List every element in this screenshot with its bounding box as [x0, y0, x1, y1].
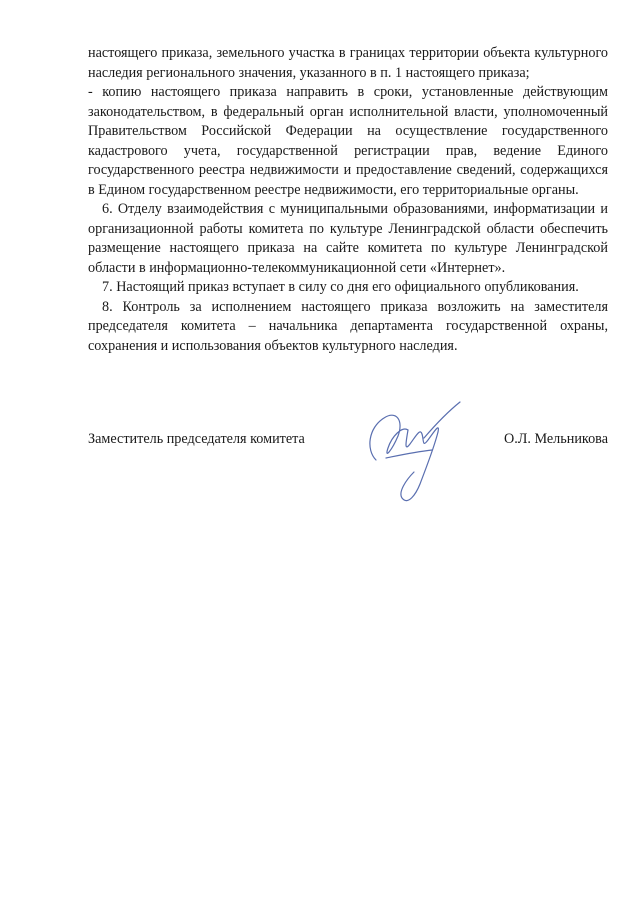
handwritten-signature — [362, 398, 472, 510]
signatory-name: О.Л. Мельникова — [503, 431, 608, 447]
paragraph-item-8: 8. Контроль за исполнением настоящего приказа возложить на заместителя председателя комитета – начальника департамента государственной охраны, сохранения и использования объектов культурного наследия. — [88, 298, 608, 354]
document-body — [88, 44, 608, 356]
signatory-title: Заместитель председателя комитета — [88, 431, 305, 447]
paragraph-item-6: 6. Отделу взаимодействия с муниципальными образованиями, информатизации и организационной работы комитета по культуре Ленинградской области обеспечить размещение настоящего приказа на сайте комитета по культуре Ленинградской области в информационно-телекоммуникационной сети «Интернет». — [88, 201, 608, 276]
signature-stroke — [424, 402, 460, 438]
signature-stroke — [406, 428, 438, 447]
signature-stroke — [386, 450, 432, 458]
signature-stroke — [370, 415, 408, 460]
paragraph-item-7: 7. Настоящий приказ вступает в силу со дня его официального опубликования. — [102, 279, 579, 295]
paragraph-send-copy: - копию настоящего приказа направить в сроки, установленные действующим законодательством, в федеральный орган исполнительной власти, уполномоченный Правительством Российской Федерации на осуществление государственного кадастрового учета, государственной регистрации прав, ведение Единого государственного реестра недвижимости и предоставление сведений, содержащихся в Едином государственном реестре недвижимости, его территориальные органы. — [88, 84, 608, 198]
signature-block — [88, 431, 608, 455]
paragraph-continuation: настоящего приказа, земельного участка в границах территории объекта культурного наследия регионального значения, указанного в п. 1 настоящего приказа; — [88, 45, 608, 81]
